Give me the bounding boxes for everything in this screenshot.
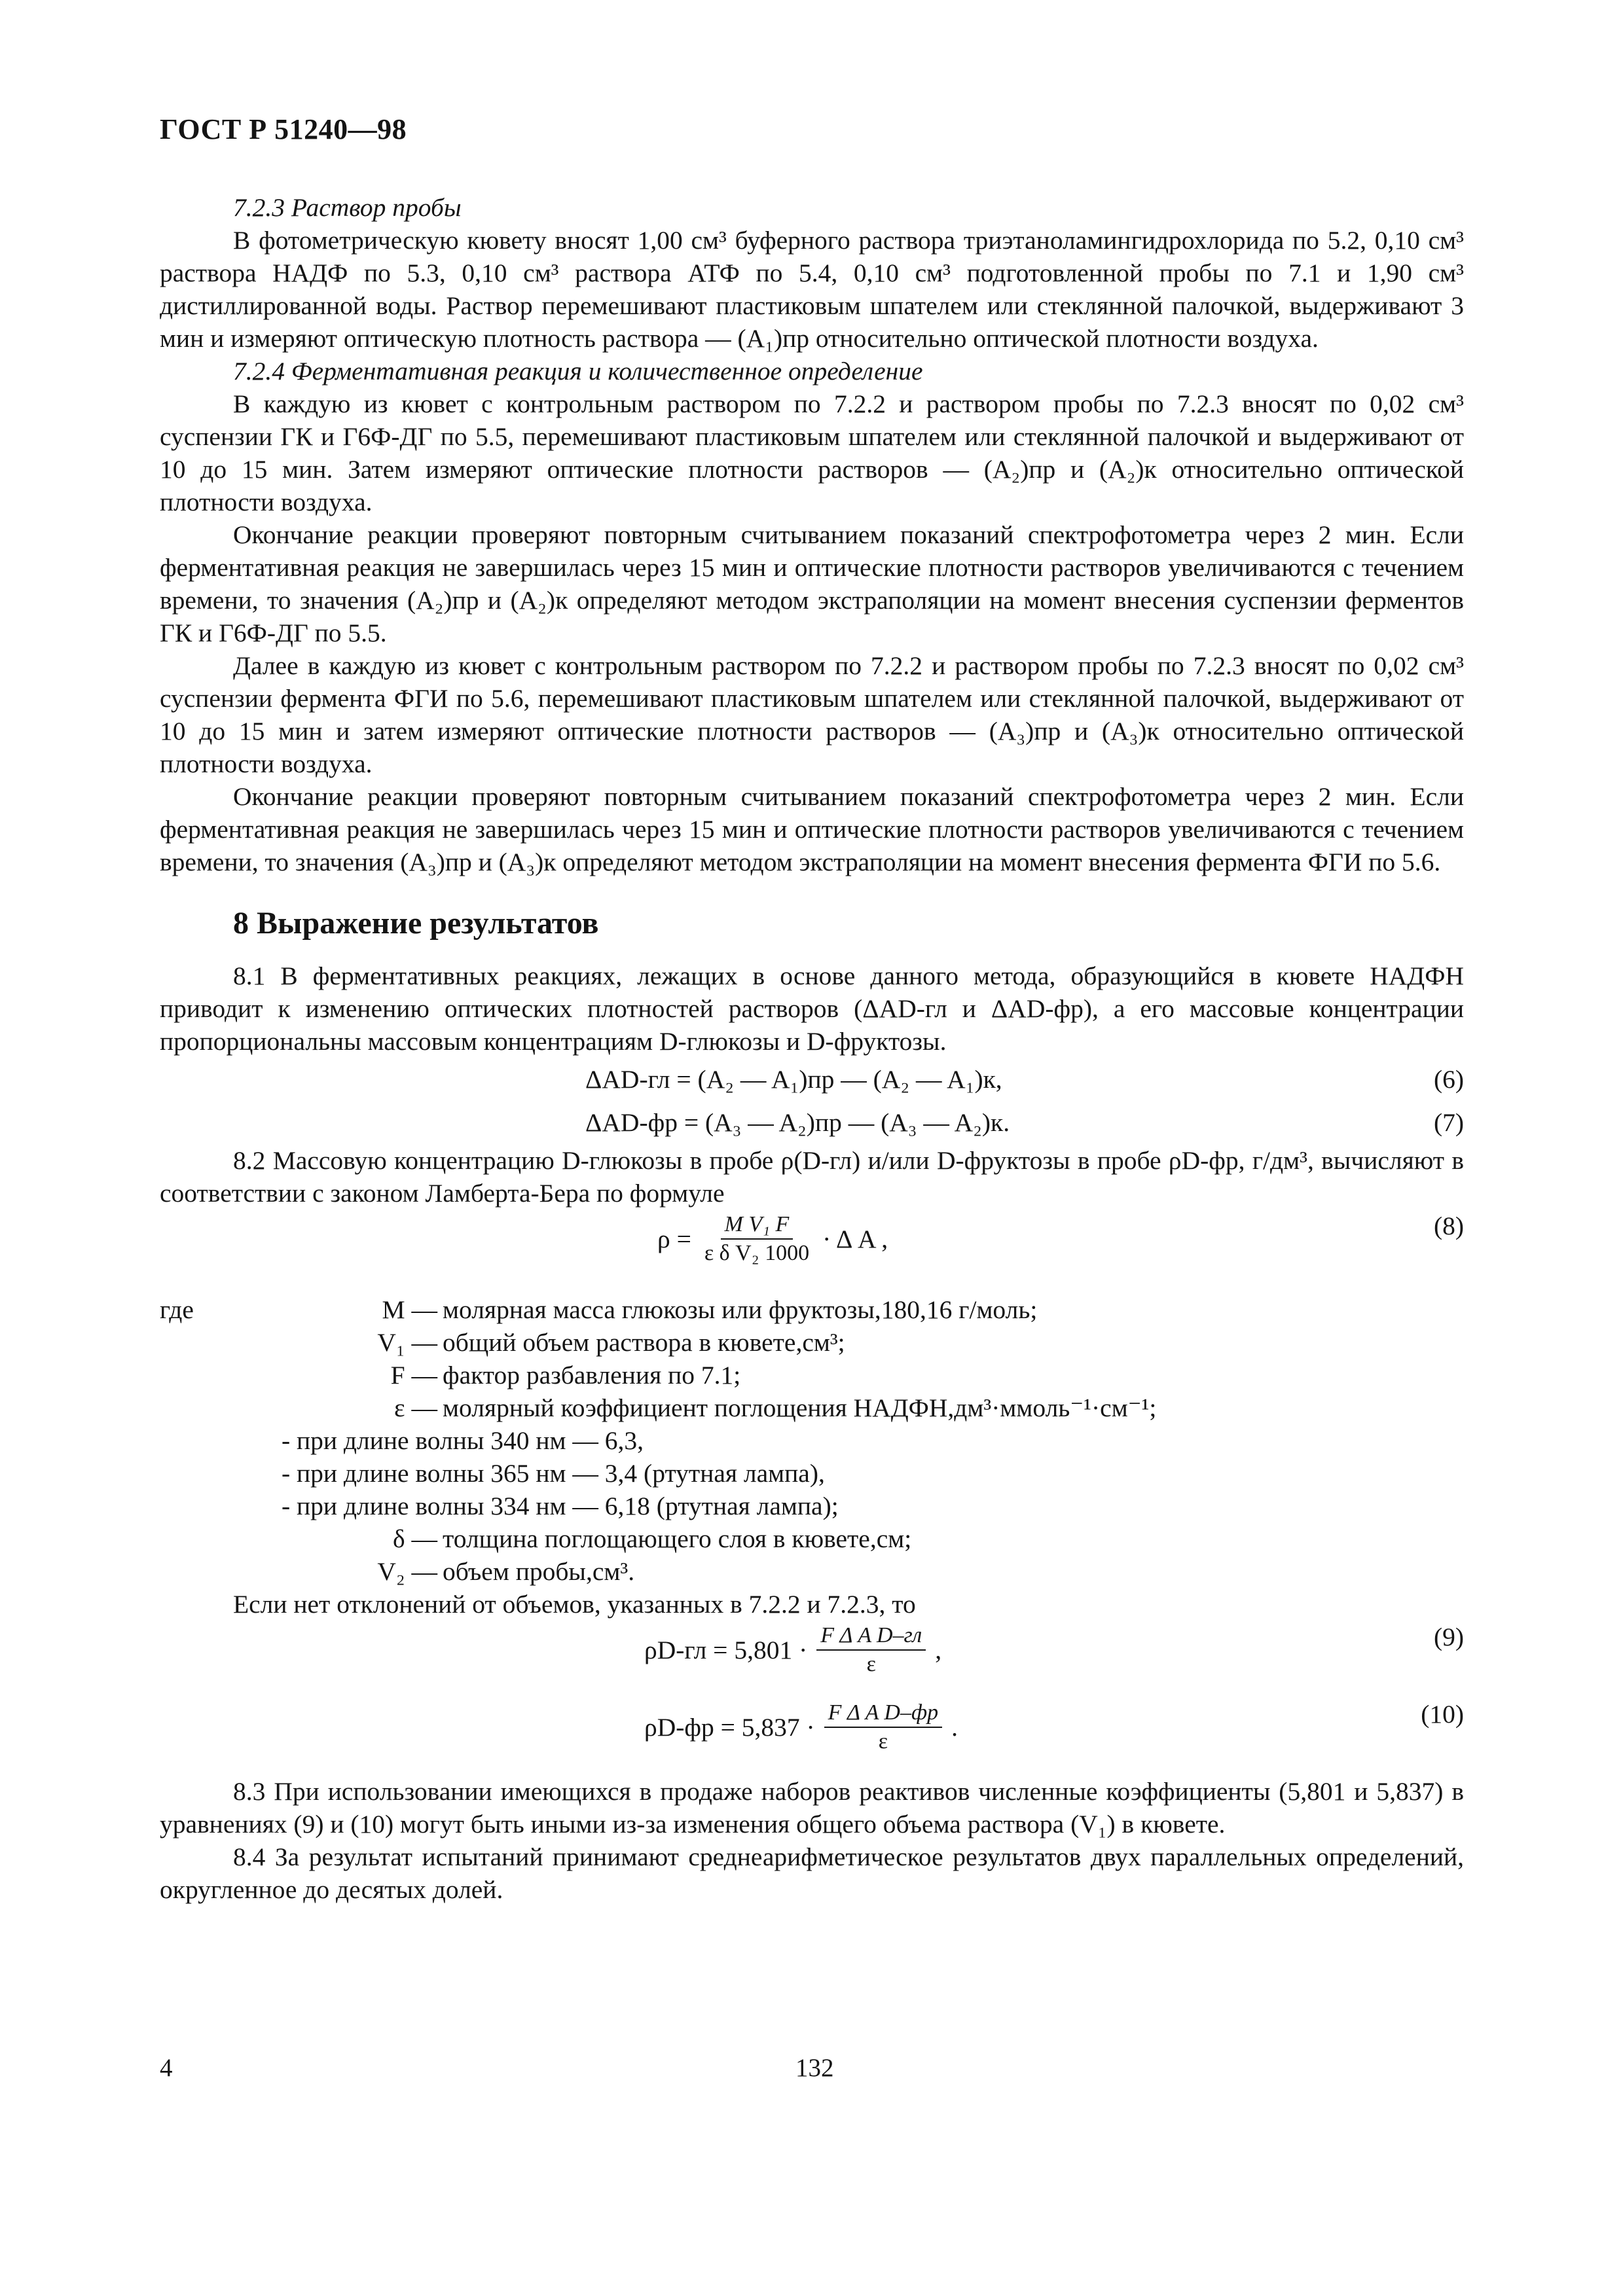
equation-8-number: (8) <box>1433 1211 1464 1240</box>
definition-prefix: где <box>160 1295 194 1324</box>
footer-left-number: 4 <box>160 2054 173 2082</box>
equation-9-rhs: , <box>935 1636 942 1664</box>
equation-6 <box>160 1058 1464 1101</box>
equation-8-lhs: ρ = <box>657 1225 691 1253</box>
equation-10-fraction <box>824 1699 942 1755</box>
wavelength-item-text: - при длине волны 334 нм — 6,18 (ртутная лампа); <box>282 1492 839 1520</box>
equation-7-number: (7) <box>1433 1108 1464 1137</box>
wavelength-item <box>160 1424 1464 1457</box>
definition-row <box>160 1522 1464 1555</box>
definition-symbol: V₂ — <box>377 1557 437 1586</box>
definition-row <box>160 1555 1464 1588</box>
definition-symbol: ε — <box>394 1393 437 1422</box>
equation-10-lhs: ρD-фр = 5,837 · <box>644 1713 815 1742</box>
equation-8-fraction <box>701 1211 813 1267</box>
definition-symbol: M — <box>382 1295 437 1324</box>
definition-text: молярная масса глюкозы или фруктозы,180,16 г/моль; <box>443 1295 1038 1324</box>
equation-6-body: ΔAD-гл = (A₂ — A₁)пр — (A₂ — A₁)к, <box>585 1065 1002 1094</box>
wavelength-item-text: - при длине волны 365 нм — 3,4 (ртутная лампа), <box>282 1459 825 1488</box>
definition-row <box>160 1293 1464 1326</box>
definition-row <box>160 1391 1464 1424</box>
equation-9-number: (9) <box>1433 1623 1464 1651</box>
equation-8-body <box>657 1211 888 1267</box>
paragraph-7-2-3: В фотометрическую кювету вносят 1,00 см³ буферного раствора триэтаноламингидрохлорида по 5.2, 0,10 см³ раствора НАДФ по 5.3, 0,10 см³ раствора АТФ по 5.4, 0,10 см³ подготовленной пробы по 7.1 и 1,90 см³ дистиллированной воды. Раствор перемешивают пластиковым шпателем или стеклянной палочкой, выдерживают 3 мин и измеряют оптическую плотность раствора — (A₁)пр относительно оптической плотности воздуха. <box>160 226 1464 353</box>
paragraph-8-1: 8.1 В ферментативных реакциях, лежащих в основе данного метода, образующийся в кювете НАДФН приводит к изменению оптических плотностей растворов (ΔAD-гл и ΔAD-фр), а его массовые концентрации пропорциональны массовым концентрациям D-глюкозы и D-фруктозы. <box>160 961 1464 1056</box>
footer-page-number: 132 <box>795 2054 834 2082</box>
equation-9 <box>160 1621 1464 1698</box>
definition-text: общий объем раствора в кювете,см³; <box>443 1328 845 1357</box>
equation-6-number: (6) <box>1433 1065 1464 1094</box>
definition-text: фактор разбавления по 7.1; <box>443 1361 741 1390</box>
equation-9-denominator: ε <box>866 1652 876 1676</box>
equation-8-denominator: ε δ V₂ 1000 <box>704 1241 810 1265</box>
equation-10-rhs: . <box>951 1713 958 1742</box>
definition-text: молярный коэффициент поглощения НАДФН,дм³·ммоль⁻¹·см⁻¹; <box>443 1393 1157 1422</box>
definition-symbol: F — <box>390 1361 437 1390</box>
wavelength-item <box>160 1490 1464 1522</box>
definition-text: объем пробы,см³. <box>443 1557 635 1586</box>
equation-8-numerator: M V₁ F <box>721 1211 793 1240</box>
equation-9-lhs: ρD-гл = 5,801 · <box>644 1636 808 1664</box>
equation-9-fraction <box>816 1622 926 1678</box>
document-id: ГОСТ Р 51240—98 <box>160 113 407 145</box>
equation-8 <box>160 1210 1464 1287</box>
equation-10 <box>160 1698 1464 1775</box>
paragraph-8-2: 8.2 Массовую концентрацию D-глюкозы в пробе ρ(D-гл) и/или D-фруктозы в пробе ρD-фр, г/дм³, вычисляют в соответствии с законом Ламберта-Бера по формуле <box>160 1146 1464 1208</box>
equation-9-body <box>644 1622 941 1678</box>
equation-9-numerator: F Δ A D–гл <box>816 1622 926 1651</box>
wavelength-item-text: - при длине волны 340 нм — 6,3, <box>282 1426 644 1455</box>
subsection-title-7-2-3: 7.2.3 Раствор пробы <box>233 193 462 222</box>
paragraph-7-2-4-a: В каждую из кювет с контрольным раствором по 7.2.2 и раствором пробы по 7.2.3 вносят по 0,02 см³ суспензии ГК и Г6Ф-ДГ по 5.5, перемешивают пластиковым шпателем или стеклянной палочкой и выдерживают от 10 до 15 мин. Затем измеряют оптические плотности растворов — (A₂)пр и (A₂)к относительно оптической плотности воздуха. <box>160 389 1464 516</box>
equation-10-denominator: ε <box>878 1729 888 1753</box>
section-heading-8: 8 Выражение результатов <box>233 906 599 941</box>
equation-10-body <box>644 1699 958 1755</box>
equation-7 <box>160 1101 1464 1144</box>
paragraph-7-2-4-b: Окончание реакции проверяют повторным считыванием показаний спектрофотометра через 2 мин. Если ферментативная реакция не завершилась через 15 мин и оптические плотности растворов увеличиваются с течением времени, то значения (A₂)пр и (A₂)к определяют методом экстраполяции на момент внесения суспензии ферментов ГК и Г6Ф-ДГ по 5.5. <box>160 520 1464 647</box>
definition-text: толщина поглощающего слоя в кювете,см; <box>443 1524 912 1553</box>
paragraph-8-3: 8.3 При использовании имеющихся в продаже наборов реактивов численные коэффициенты (5,801 и 5,837) в уравнениях (9) и (10) могут быть иными из-за изменения общего объема раствора (V₁) в кювете. <box>160 1777 1464 1839</box>
definition-row <box>160 1326 1464 1359</box>
equation-10-number: (10) <box>1421 1700 1464 1729</box>
subsection-title-7-2-4: 7.2.4 Ферментативная реакция и количественное определение <box>233 357 923 386</box>
definition-symbol: V₁ — <box>377 1328 437 1357</box>
paragraph-7-2-4-c: Далее в каждую из кювет с контрольным раствором по 7.2.2 и раствором пробы по 7.2.3 вносят по 0,02 см³ суспензии фермента ФГИ по 5.6, перемешивают пластиковым шпателем или стеклянной палочкой, выдерживают от 10 до 15 мин и затем измеряют оптические плотности растворов — (A₃)пр и (A₃)к относительно оптической плотности воздуха. <box>160 651 1464 778</box>
page-content <box>160 191 1464 1906</box>
paragraph-volumes-condition: Если нет отклонений от объемов, указанных в 7.2.2 и 7.2.3, то <box>233 1590 916 1619</box>
symbol-definitions <box>160 1293 1464 1588</box>
paragraph-7-2-4-d: Окончание реакции проверяют повторным считыванием показаний спектрофотометра через 2 мин. Если ферментативная реакция не завершилась через 15 мин и оптические плотности растворов увеличиваются с течением времени, то значения (A₃)пр и (A₃)к определяют методом экстраполяции на момент внесения фермента ФГИ по 5.6. <box>160 782 1464 876</box>
equation-7-body: ΔAD-фр = (A₃ — A₂)пр — (A₃ — A₂)к. <box>585 1108 1010 1137</box>
equation-8-rhs: · Δ A , <box>822 1225 888 1253</box>
equation-10-numerator: F Δ A D–фр <box>824 1699 942 1728</box>
definition-row <box>160 1359 1464 1391</box>
definition-symbol: δ — <box>393 1524 437 1553</box>
paragraph-8-4: 8.4 За результат испытаний принимают среднеарифметическое результатов двух параллельных определений, округленное до десятых долей. <box>160 1842 1464 1904</box>
wavelength-item <box>160 1457 1464 1490</box>
